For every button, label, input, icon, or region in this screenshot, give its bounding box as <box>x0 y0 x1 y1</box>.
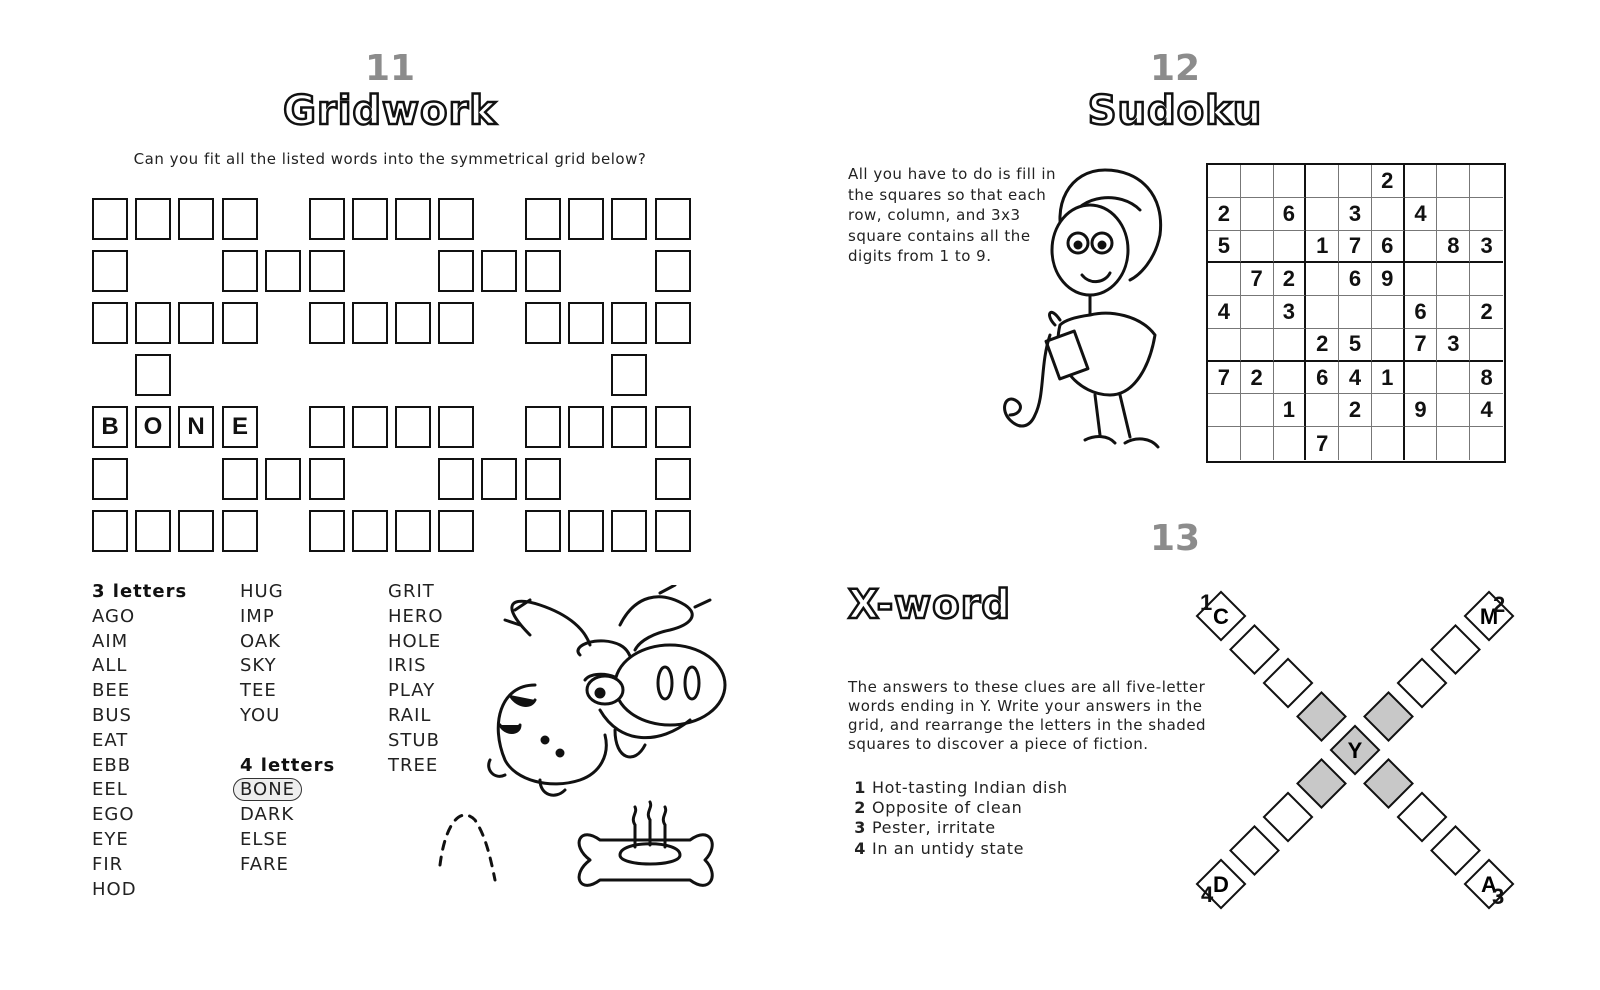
sudoku-cell[interactable] <box>1241 231 1274 264</box>
xword-cell-letter: Y <box>1347 738 1363 763</box>
word-list-item: DARK <box>240 804 295 826</box>
sudoku-cell[interactable] <box>1208 427 1241 460</box>
sudoku-cell[interactable] <box>1372 394 1405 427</box>
xword-intro-line: squares to discover a piece of fiction. <box>848 735 1149 753</box>
sudoku-cell[interactable]: 7 <box>1208 362 1241 395</box>
sudoku-cell[interactable] <box>1241 394 1274 427</box>
sudoku-cell[interactable] <box>1470 329 1503 362</box>
gridwork-cell[interactable] <box>568 510 604 552</box>
gridwork-cell[interactable] <box>611 198 647 240</box>
sudoku-intro-line: digits from 1 to 9. <box>848 247 992 265</box>
sudoku-cell[interactable]: 9 <box>1372 263 1405 296</box>
woman-with-calculator-illustration <box>990 165 1190 465</box>
xword-intro <box>848 678 1206 754</box>
gridwork-cell[interactable]: O <box>135 406 171 448</box>
sudoku-cell[interactable] <box>1208 394 1241 427</box>
sudoku-cell[interactable] <box>1405 427 1438 460</box>
word-list-item: ALL <box>92 655 128 677</box>
gridwork-cell[interactable] <box>655 198 691 240</box>
sudoku-cell[interactable] <box>1437 362 1470 395</box>
gridwork-cell[interactable] <box>222 302 258 344</box>
sudoku-cell[interactable] <box>1306 263 1339 296</box>
sudoku-cell[interactable] <box>1241 165 1274 198</box>
word-list-item: YOU <box>240 704 281 726</box>
gridwork-cell[interactable] <box>438 198 474 240</box>
xword-corner-number-4: 4 <box>1201 882 1214 907</box>
xword-cell[interactable] <box>1398 793 1446 841</box>
gridwork-cell[interactable] <box>222 458 258 500</box>
xword-cell-letter: C <box>1213 604 1229 629</box>
gridwork-cell[interactable] <box>352 198 388 240</box>
word-list-item: EAT <box>92 729 129 751</box>
xword-cell[interactable] <box>1264 793 1312 841</box>
word-list-item: AIM <box>92 630 129 652</box>
xword-clue-4: 4 In an untidy state <box>854 839 1025 858</box>
gridwork-cell[interactable] <box>438 250 474 292</box>
sudoku-cell[interactable] <box>1405 362 1438 395</box>
xword-intro-line: words ending in Y. Write your answers in the <box>848 697 1203 715</box>
gridwork-cell[interactable] <box>395 510 431 552</box>
gridwork-cell[interactable] <box>568 302 604 344</box>
word-list-item: FIR <box>92 853 124 875</box>
sudoku-cell[interactable] <box>1306 394 1339 427</box>
gridwork-cell[interactable] <box>178 510 214 552</box>
sudoku-cell[interactable] <box>1339 427 1372 460</box>
gridwork-cell[interactable] <box>568 406 604 448</box>
xword-intro-line: The answers to these clues are all five-letter <box>848 678 1206 696</box>
word-list-item: STUB <box>388 729 440 751</box>
xword-clue-2: 2 Opposite of clean <box>854 798 1023 817</box>
gridwork-cell[interactable]: B <box>92 406 128 448</box>
xword-cell[interactable] <box>1264 659 1312 707</box>
puzzle-number-11: 11 <box>364 48 416 89</box>
sudoku-cell[interactable]: 2 <box>1339 394 1372 427</box>
gridwork-cell[interactable] <box>135 302 171 344</box>
sudoku-cell[interactable]: 2 <box>1241 362 1274 395</box>
sudoku-cell[interactable]: 1 <box>1306 231 1339 264</box>
sudoku-cell[interactable] <box>1274 329 1307 362</box>
word-list-item: PLAY <box>388 680 436 702</box>
sudoku-cell[interactable]: 4 <box>1470 394 1503 427</box>
gridwork-cell[interactable] <box>92 250 128 292</box>
gridwork-cell[interactable] <box>395 406 431 448</box>
sudoku-cell[interactable]: 2 <box>1470 296 1503 329</box>
gridwork-cell[interactable] <box>265 458 301 500</box>
sudoku-cell[interactable] <box>1372 296 1405 329</box>
sudoku-intro-line: row, column, and 3x3 <box>848 206 1021 224</box>
xword-cell[interactable] <box>1230 826 1278 874</box>
gridwork-cell[interactable] <box>309 198 345 240</box>
word-list-3-letters <box>92 580 187 902</box>
xword-cell[interactable] <box>1364 692 1412 740</box>
gridwork-cell[interactable] <box>222 510 258 552</box>
gridwork-cell[interactable] <box>525 250 561 292</box>
sudoku-cell[interactable]: 2 <box>1208 198 1241 231</box>
sudoku-cell[interactable]: 3 <box>1470 231 1503 264</box>
xword-corner-number-1: 1 <box>1200 590 1213 615</box>
gridwork-cell[interactable] <box>438 302 474 344</box>
word-list-item: BUS <box>92 704 132 726</box>
sudoku-cell[interactable] <box>1470 198 1503 231</box>
sudoku-cell[interactable] <box>1372 427 1405 460</box>
word-list-item: SKY <box>240 655 277 677</box>
sudoku-cell[interactable] <box>1405 263 1438 296</box>
sudoku-cell[interactable]: 7 <box>1241 263 1274 296</box>
sudoku-cell[interactable] <box>1470 263 1503 296</box>
word-list-item: EBB <box>92 754 132 776</box>
sudoku-intro-line: square contains all the <box>848 226 1031 245</box>
sudoku-cell[interactable] <box>1470 165 1503 198</box>
sudoku-cell[interactable] <box>1274 165 1307 198</box>
gridwork-cell[interactable] <box>135 354 171 396</box>
gridwork-cell[interactable]: E <box>222 406 258 448</box>
sudoku-cell[interactable] <box>1208 329 1241 362</box>
sudoku-intro-line: the squares so that each <box>848 185 1047 204</box>
gridwork-cell[interactable] <box>611 510 647 552</box>
sudoku-cell[interactable]: 6 <box>1339 263 1372 296</box>
xword-grid <box>1190 585 1520 915</box>
xword-cell[interactable] <box>1297 692 1345 740</box>
sudoku-cell[interactable]: 7 <box>1306 427 1339 460</box>
xword-clue-3: 3 Pester, irritate <box>854 818 996 837</box>
gridwork-cell[interactable] <box>92 458 128 500</box>
sudoku-cell[interactable]: 6 <box>1372 231 1405 264</box>
sudoku-cell[interactable] <box>1405 165 1438 198</box>
gridwork-cell[interactable] <box>309 458 345 500</box>
word-list-header-3-letters: 3 letters <box>92 581 188 602</box>
gridwork-cell[interactable] <box>438 406 474 448</box>
sudoku-cell[interactable]: 9 <box>1405 394 1438 427</box>
word-list-item: IRIS <box>388 655 427 677</box>
sudoku-cell[interactable]: 1 <box>1274 394 1307 427</box>
sudoku-cell[interactable] <box>1241 296 1274 329</box>
xword-cell-letter: D <box>1213 872 1229 897</box>
word-list-item: HOLE <box>388 630 442 652</box>
gridwork-cell[interactable] <box>525 510 561 552</box>
word-list-item: IMP <box>240 605 275 627</box>
gridwork-cell[interactable] <box>481 250 517 292</box>
sudoku-cell[interactable]: 6 <box>1405 296 1438 329</box>
word-list-item: HERO <box>388 605 444 627</box>
gridwork-cell[interactable] <box>655 302 691 344</box>
gridwork-cell[interactable] <box>525 198 561 240</box>
sudoku-intro-line: All you have to do is fill in <box>848 165 1057 183</box>
gridwork-cell[interactable] <box>352 302 388 344</box>
xword-corner-number-2: 2 <box>1493 592 1506 617</box>
gridwork-cell[interactable] <box>525 302 561 344</box>
gridwork-cell[interactable] <box>309 510 345 552</box>
word-list-item: GRIT <box>388 581 435 602</box>
sudoku-cell[interactable]: 8 <box>1470 362 1503 395</box>
sudoku-cell[interactable] <box>1437 263 1470 296</box>
puzzle-number-13: 13 <box>1149 518 1201 559</box>
gridwork-cell[interactable] <box>309 406 345 448</box>
word-list-item: AGO <box>92 605 136 627</box>
gridwork-cell[interactable] <box>395 198 431 240</box>
gridwork-cell[interactable] <box>178 198 214 240</box>
gridwork-intro: Can you fit all the listed words into the symmetrical grid below? <box>133 150 647 168</box>
sudoku-cell[interactable] <box>1339 165 1372 198</box>
sudoku-cell[interactable]: 1 <box>1372 362 1405 395</box>
sudoku-cell[interactable]: 7 <box>1405 329 1438 362</box>
xword-cell[interactable] <box>1297 759 1345 807</box>
gridwork-cell[interactable] <box>568 198 604 240</box>
gridwork-cell[interactable] <box>265 250 301 292</box>
sudoku-cell[interactable]: 3 <box>1274 296 1307 329</box>
gridwork-cell[interactable] <box>611 354 647 396</box>
gridwork-cell[interactable] <box>655 406 691 448</box>
sudoku-title: Sudoku <box>1087 88 1263 134</box>
word-list-item: TEE <box>240 680 277 702</box>
gridwork-cell[interactable] <box>135 198 171 240</box>
sudoku-cell[interactable] <box>1437 165 1470 198</box>
word-list-item: EEL <box>92 779 128 801</box>
sudoku-cell[interactable]: 4 <box>1208 296 1241 329</box>
gridwork-cell[interactable] <box>438 510 474 552</box>
gridwork-title: Gridwork <box>283 88 497 134</box>
sudoku-cell[interactable]: 4 <box>1339 362 1372 395</box>
sudoku-cell[interactable] <box>1241 427 1274 460</box>
xword-cell[interactable] <box>1230 625 1278 673</box>
gridwork-cell[interactable] <box>655 510 691 552</box>
sudoku-cell[interactable]: 6 <box>1274 198 1307 231</box>
sudoku-cell[interactable]: 2 <box>1372 165 1405 198</box>
gridwork-cell[interactable] <box>222 198 258 240</box>
sudoku-cell[interactable]: 3 <box>1339 198 1372 231</box>
sudoku-cell[interactable] <box>1470 427 1503 460</box>
xword-cell[interactable] <box>1431 625 1479 673</box>
gridwork-cell[interactable] <box>352 510 388 552</box>
sudoku-cell[interactable] <box>1372 198 1405 231</box>
sudoku-cell[interactable]: 2 <box>1306 329 1339 362</box>
sudoku-cell[interactable]: 8 <box>1437 231 1470 264</box>
sudoku-cell[interactable] <box>1208 165 1241 198</box>
gridwork-cell[interactable] <box>309 250 345 292</box>
word-list-item: OAK <box>240 630 281 652</box>
puzzle-number-12: 12 <box>1149 48 1201 89</box>
sudoku-cell[interactable] <box>1372 329 1405 362</box>
gridwork-cell[interactable] <box>135 510 171 552</box>
sudoku-cell[interactable] <box>1306 165 1339 198</box>
xword-cell-letter: A <box>1481 872 1497 897</box>
sudoku-cell[interactable] <box>1437 427 1470 460</box>
sudoku-cell[interactable] <box>1437 296 1470 329</box>
word-list-item: HUG <box>240 581 284 602</box>
sudoku-grid <box>1206 163 1506 463</box>
sudoku-cell[interactable] <box>1437 198 1470 231</box>
sudoku-cell[interactable] <box>1339 296 1372 329</box>
gridwork-cell[interactable] <box>611 302 647 344</box>
gridwork-cell[interactable] <box>481 458 517 500</box>
sudoku-cell[interactable]: 3 <box>1437 329 1470 362</box>
sudoku-cell[interactable]: 4 <box>1405 198 1438 231</box>
sudoku-cell[interactable]: 7 <box>1339 231 1372 264</box>
dog-illustration <box>420 585 740 915</box>
sudoku-cell[interactable] <box>1274 362 1307 395</box>
sudoku-cell[interactable] <box>1274 427 1307 460</box>
xword-cell[interactable] <box>1398 659 1446 707</box>
sudoku-cell[interactable] <box>1437 394 1470 427</box>
xword-cell-letter: M <box>1479 604 1499 629</box>
word-list-item: BEE <box>92 680 131 702</box>
gridwork-cell[interactable] <box>92 302 128 344</box>
sudoku-cell[interactable] <box>1274 231 1307 264</box>
sudoku-cell[interactable] <box>1241 329 1274 362</box>
word-list-3-letters-cont <box>240 580 335 878</box>
word-list-item: EGO <box>92 804 135 826</box>
gridwork-cell[interactable] <box>525 406 561 448</box>
sudoku-cell[interactable]: 5 <box>1339 329 1372 362</box>
word-list-header-4-letters: 4 letters <box>240 754 336 776</box>
gridwork-cell[interactable] <box>655 458 691 500</box>
gridwork-cell[interactable] <box>611 406 647 448</box>
gridwork-cell[interactable] <box>655 250 691 292</box>
gridwork-cell[interactable]: N <box>178 406 214 448</box>
sudoku-cell[interactable] <box>1306 198 1339 231</box>
word-list-item: EYE <box>92 828 129 850</box>
word-list-item: RAIL <box>388 704 432 726</box>
xword-clue-1: 1 Hot-tasting Indian dish <box>854 778 1068 797</box>
gridwork-cell[interactable] <box>525 458 561 500</box>
word-list-item: FARE <box>240 853 289 875</box>
sudoku-cell[interactable]: 5 <box>1208 231 1241 264</box>
xword-cell[interactable] <box>1364 759 1412 807</box>
gridwork-cell[interactable] <box>222 250 258 292</box>
sudoku-cell[interactable]: 6 <box>1306 362 1339 395</box>
xword-corner-number-3: 3 <box>1492 884 1505 909</box>
gridwork-cell[interactable] <box>92 198 128 240</box>
word-list-item: HOD <box>92 878 137 900</box>
sudoku-cell[interactable] <box>1405 231 1438 264</box>
gridwork-cell[interactable] <box>309 302 345 344</box>
word-list-item: ELSE <box>240 828 289 850</box>
gridwork-cell[interactable] <box>92 510 128 552</box>
gridwork-cell[interactable] <box>395 302 431 344</box>
sudoku-cell[interactable] <box>1306 296 1339 329</box>
xword-cell[interactable] <box>1431 826 1479 874</box>
gridwork-cell[interactable] <box>352 406 388 448</box>
xword-title: X-word <box>848 582 1011 628</box>
word-list-item: TREE <box>388 754 439 776</box>
word-list-item: BONE <box>233 778 302 801</box>
gridwork-cell[interactable] <box>438 458 474 500</box>
sudoku-cell[interactable]: 2 <box>1274 263 1307 296</box>
xword-intro-line: grid, and rearrange the letters in the shaded <box>848 716 1207 734</box>
sudoku-cell[interactable] <box>1208 263 1241 296</box>
sudoku-cell[interactable] <box>1241 198 1274 231</box>
gridwork-cell[interactable] <box>178 302 214 344</box>
